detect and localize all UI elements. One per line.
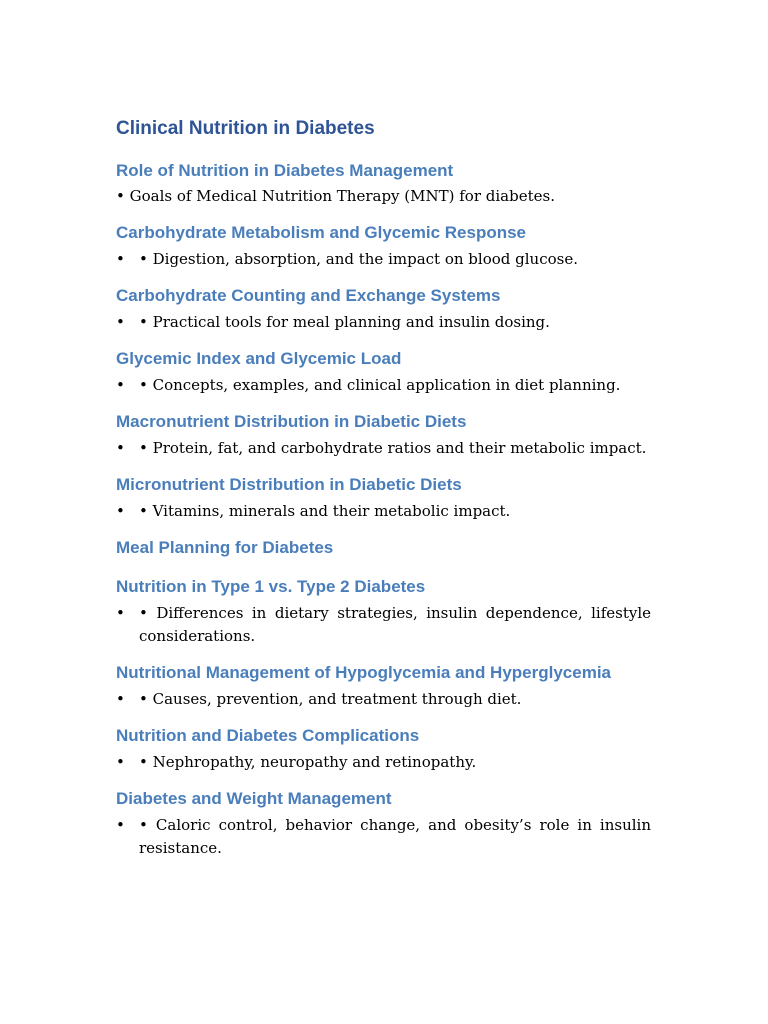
section-heading-weight-management: Diabetes and Weight Management	[116, 789, 392, 808]
section-text-role-of-nutrition: • Goals of Medical Nutrition Therapy (MNT) for diabetes.	[116, 187, 555, 205]
section-heading-meal-planning: Meal Planning for Diabetes	[116, 538, 334, 557]
list-item-text: • Protein, fat, and carbohydrate ratios and their metabolic impact.	[139, 439, 647, 457]
bullet-marker: •	[116, 313, 125, 331]
list-item-text: • Caloric control, behavior change, and obesity’s role in insulin resistance.	[139, 816, 651, 857]
section-heading-type1-vs-type2: Nutrition in Type 1 vs. Type 2 Diabetes	[116, 577, 426, 596]
list-item-text: • Vitamins, minerals and their metabolic impact.	[139, 502, 511, 520]
list-item-text: • Practical tools for meal planning and insulin dosing.	[139, 313, 550, 331]
document-title: Clinical Nutrition in Diabetes	[116, 118, 375, 139]
list-item-micronutrient-distribution	[116, 500, 651, 523]
section-heading-carbohydrate-metabolism: Carbohydrate Metabolism and Glycemic Response	[116, 223, 527, 242]
section-heading-micronutrient-distribution: Micronutrient Distribution in Diabetic Diets	[116, 475, 462, 494]
bullet-marker: •	[116, 816, 125, 834]
bullet-marker: •	[116, 690, 125, 708]
list-item-carbohydrate-counting	[116, 311, 651, 334]
list-item-text: • Differences in dietary strategies, insulin dependence, lifestyle considerations.	[139, 604, 651, 645]
section-heading-glycemic-index: Glycemic Index and Glycemic Load	[116, 349, 402, 368]
list-item-hypo-hyperglycemia	[116, 688, 651, 711]
bullet-marker: •	[116, 502, 125, 520]
list-item-text: • Causes, prevention, and treatment through diet.	[139, 690, 522, 708]
section-heading-diabetes-complications: Nutrition and Diabetes Complications	[116, 726, 420, 745]
bullet-marker: •	[116, 250, 125, 268]
list-item-diabetes-complications	[116, 751, 651, 774]
section-heading-role-of-nutrition: Role of Nutrition in Diabetes Management	[116, 161, 454, 180]
section-heading-carbohydrate-counting: Carbohydrate Counting and Exchange Systems	[116, 286, 501, 305]
bullet-marker: •	[116, 439, 125, 457]
section-heading-hypo-hyperglycemia: Nutritional Management of Hypoglycemia and Hyperglycemia	[116, 663, 612, 682]
section-heading-macronutrient-distribution: Macronutrient Distribution in Diabetic Diets	[116, 412, 467, 431]
list-item-text: • Concepts, examples, and clinical application in diet planning.	[139, 376, 621, 394]
list-item-weight-management	[116, 814, 651, 860]
list-item-type1-vs-type2	[116, 602, 651, 648]
bullet-marker: •	[116, 376, 125, 394]
bullet-marker: •	[116, 753, 125, 771]
list-item-glycemic-index	[116, 374, 651, 397]
list-item-text: • Nephropathy, neuropathy and retinopathy.	[139, 753, 477, 771]
list-item-carbohydrate-metabolism	[116, 248, 651, 271]
list-item-text: • Digestion, absorption, and the impact on blood glucose.	[139, 250, 578, 268]
list-item-macronutrient-distribution	[116, 437, 651, 460]
document-page	[116, 116, 651, 860]
bullet-marker: •	[116, 604, 125, 622]
